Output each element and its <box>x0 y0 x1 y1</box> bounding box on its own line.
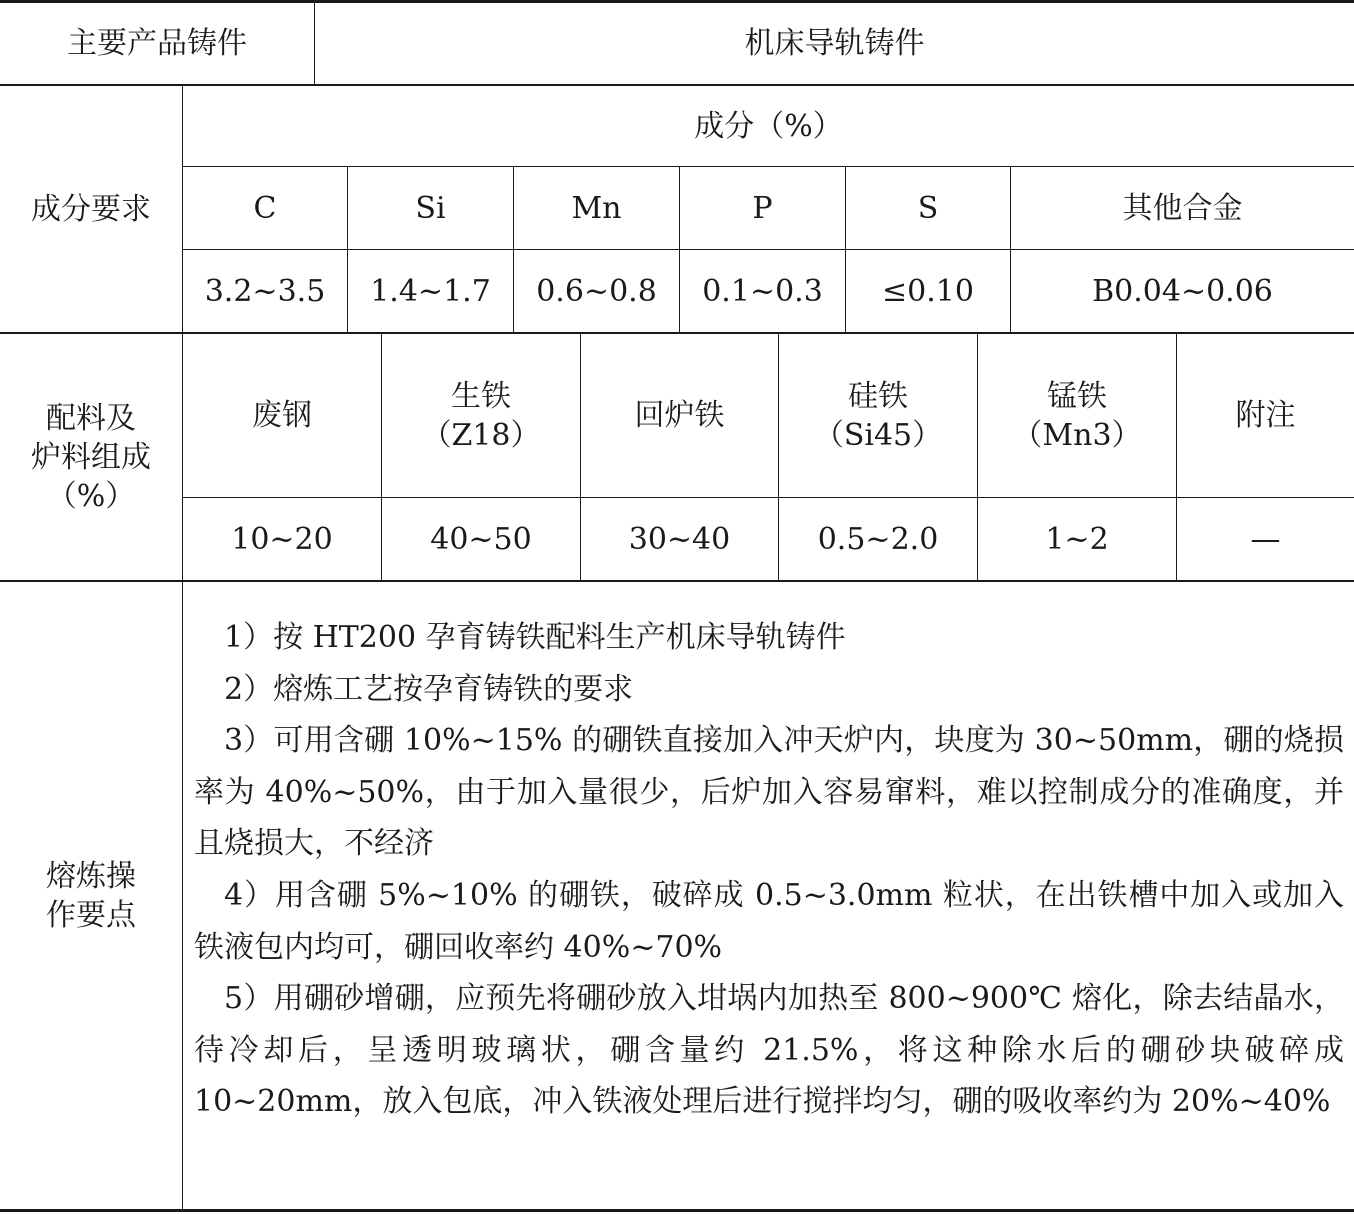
melting-note: 1）按 HT200 孕育铸铁配料生产机床导轨铸件 <box>224 620 846 655</box>
charge-header-line: 锰铁 <box>1047 378 1107 414</box>
composition-header-other: 其他合金 <box>1122 190 1243 226</box>
product-value: 机床导轨铸件 <box>744 26 925 61</box>
composition-value-other: B0.04~0.06 <box>1092 273 1273 309</box>
charge-value-ferromanganese: 1~2 <box>1045 521 1109 557</box>
composition-row-label: 成分要求 <box>31 191 151 227</box>
charge-value-remarks: — <box>1250 521 1281 557</box>
charge-header-line: 废钢 <box>252 398 312 433</box>
charge-value-pig-iron: 40~50 <box>430 521 532 557</box>
melting-note: 3）可用含硼 10%~15% 的硼铁直接加入冲天炉内，块度为 30~50mm，硼的烧损率为 40%~50%，由于加入量很少，后炉加入容易窜料，难以控制成分的准确度，并且烧损大，不经济 <box>194 723 1344 862</box>
charge-value-ferrosilicon: 0.5~2.0 <box>817 521 939 557</box>
composition-group-header: 成分（%） <box>694 108 843 144</box>
composition-header-c: C <box>253 190 277 226</box>
table-bottom-border <box>0 1209 1354 1212</box>
row-divider <box>0 580 1354 582</box>
charge-header-line: 生铁 <box>451 378 511 414</box>
melting-note: 2）熔炼工艺按孕育铸铁的要求 <box>224 671 634 707</box>
charge-header-line: 硅铁 <box>848 378 908 414</box>
melting-row-label-line: 熔炼操 <box>46 858 136 894</box>
charge-header-ferrosilicon <box>779 334 977 497</box>
charge-row-label <box>0 334 182 580</box>
charge-row-label-line: 配料及 <box>46 400 136 436</box>
melting-note: 4）用含硼 5%~10% 的硼铁，破碎成 0.5~3.0mm 粒状，在出铁槽中加入或加入铁液包内均可，硼回收率约 40%~70% <box>194 877 1344 965</box>
charge-header-scrap-steel <box>183 334 381 497</box>
charge-header-line: 回炉铁 <box>634 398 725 433</box>
charge-header-line: （Si45） <box>813 417 943 453</box>
composition-header-mn: Mn <box>571 190 622 226</box>
charge-header-line: （Z18） <box>421 417 541 453</box>
composition-header-s: S <box>917 190 939 226</box>
composition-value-s: ≤0.10 <box>882 273 974 309</box>
charge-header-ferromanganese <box>978 334 1176 497</box>
composition-value-si: 1.4~1.7 <box>370 273 491 309</box>
melting-note: 5）用硼砂增硼，应预先将硼砂放入坩埚内加热至 800~900℃ 熔化，除去结晶水，待冷却后，呈透明玻璃状，硼含量约 21.5%，将这种除水后的硼砂块破碎成 10~20mm，放入包底，冲入铁液处理后进行搅拌均匀，硼的吸收率约为 20%~40% <box>194 981 1344 1120</box>
composition-header-p: P <box>752 190 773 226</box>
melting-notes <box>194 612 1344 1128</box>
charge-header-returns <box>581 334 778 497</box>
composition-value-mn: 0.6~0.8 <box>536 273 657 309</box>
charge-header-line: （Mn3） <box>1012 417 1142 453</box>
composition-value-c: 3.2~3.5 <box>204 273 326 309</box>
charge-value-scrap-steel: 10~20 <box>231 521 333 557</box>
melting-row-label <box>0 582 182 1209</box>
charge-header-remarks <box>1177 334 1354 497</box>
charge-row-label-line: （%） <box>46 478 136 514</box>
melting-row-label-line: 作要点 <box>46 897 136 933</box>
product-label: 主要产品铸件 <box>67 26 247 61</box>
composition-header-si: Si <box>415 190 446 226</box>
charge-row-label-line: 炉料组成 <box>31 439 151 475</box>
charge-header-line: 附注 <box>1235 398 1296 433</box>
charge-header-pig-iron <box>382 334 580 497</box>
charge-value-returns: 30~40 <box>628 521 731 557</box>
composition-value-p: 0.1~0.3 <box>702 273 823 309</box>
